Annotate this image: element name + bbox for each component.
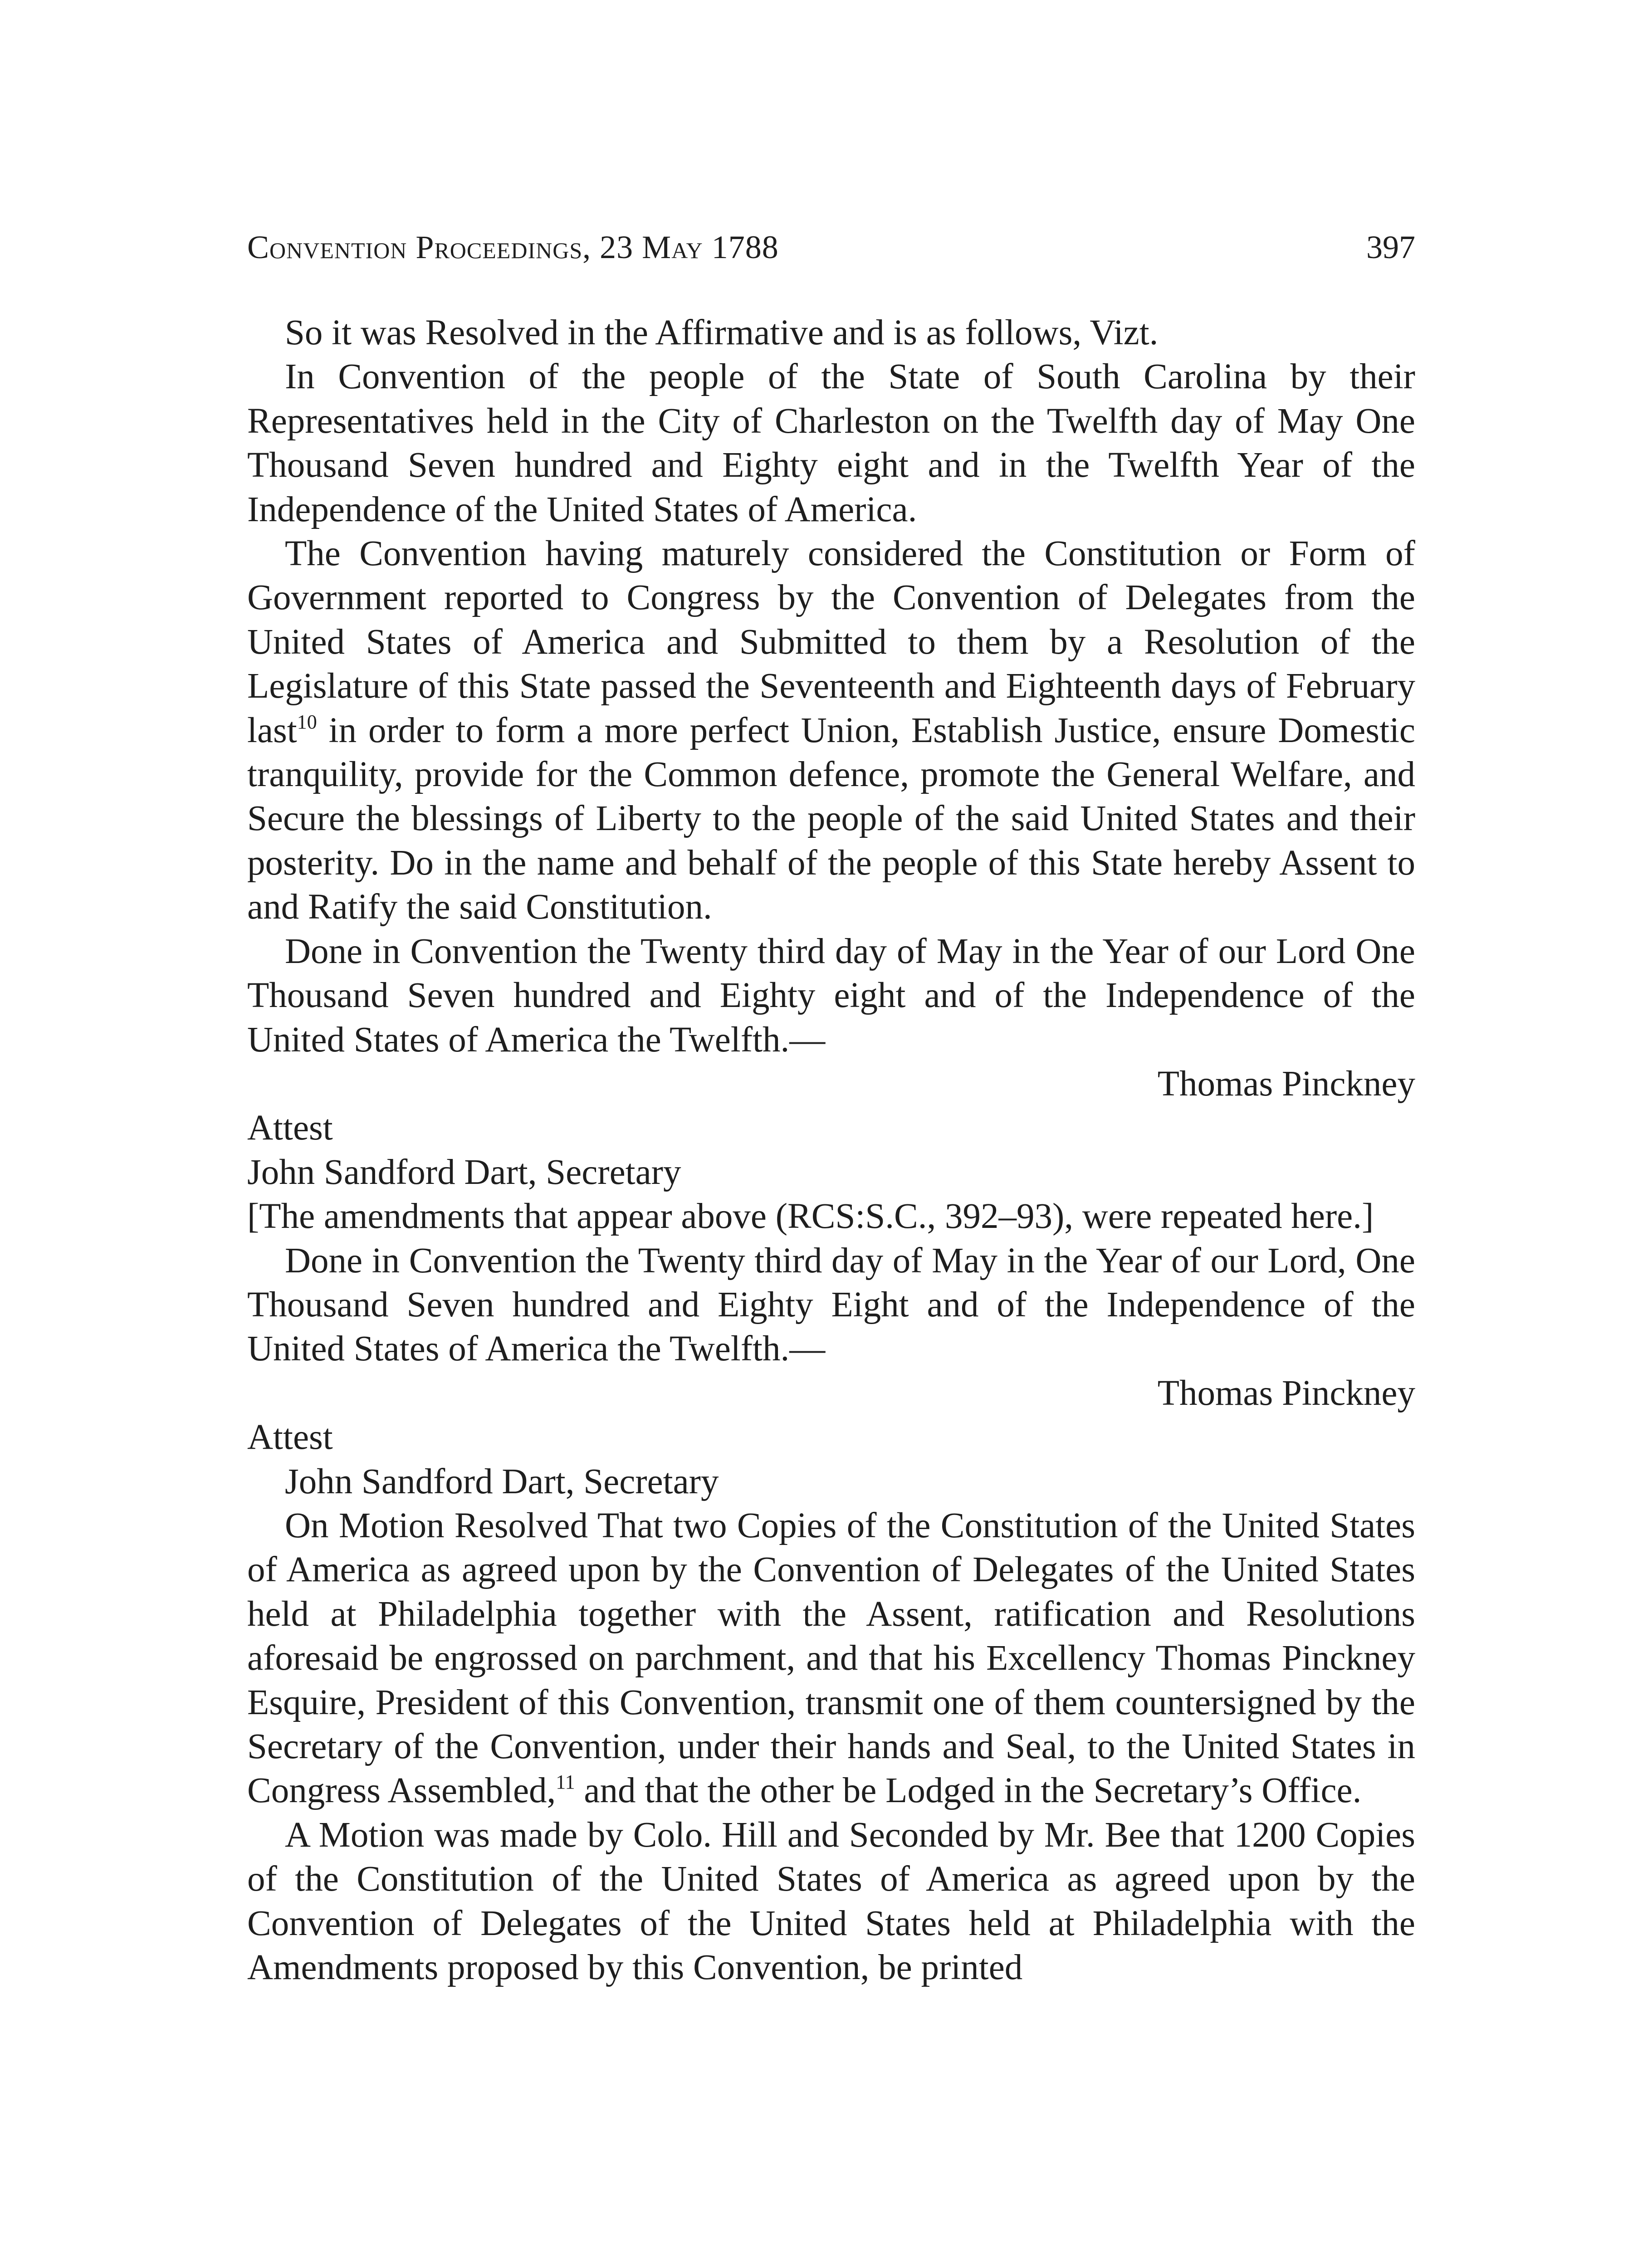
running-title: Convention Proceedings, 23 May 1788 — [247, 229, 779, 265]
page-number: 397 — [1366, 229, 1415, 265]
editorial-note: [The amendments that appear above (RCS:S.C., 392–93), were repeated here.] — [247, 1197, 1374, 1237]
done-in-convention-2: Done in Convention the Twenty third day of May in the Year of our Lord, One Thousand Seven hundred and Eighty Eight and of the Independence of the United States of America the Twelfth.— — [247, 1241, 1415, 1369]
ratification-text-part1: The Convention having maturely considered the Constitution or Form of Government reported to Congress by the Convention of Delegates from the United States of America and Submitted to them by a Resolution of the Legislature of this State passed the Seventeenth and Eighteenth days of February last — [247, 534, 1415, 750]
convention-preamble: In Convention of the people of the State of South Carolina by their Representatives held in the City of Charleston on the Twelfth day of May One Thousand Seven hundred and Eighty eight and in the Twelfth Year of the Independence of the United States of America. — [247, 357, 1415, 529]
motion-text-part1: On Motion Resolved That two Copies of the Constitution of the United States of America as agreed upon by the Convention of Delegates of the United States held at Philadelphia together with the Assent, ratification and Resolutions aforesaid be engrossed on parchment, and that his Excellency Thomas Pinckney Esquire, President of this Convention, transmit one of them countersigned by the Secretary of the Convention, under their hands and Seal, to the United States in Congress Assembled, — [247, 1505, 1415, 1811]
done-in-convention-1: Done in Convention the Twenty third day of May in the Year of our Lord One Thousand Seven hundred and Eighty eight and of the Independence of the United States of America the Twelfth.— — [247, 931, 1415, 1060]
motion-engross-copies — [247, 1504, 1415, 1813]
signature-pinckney-1: Thomas Pinckney — [1157, 1064, 1415, 1104]
motion-print-copies: A Motion was made by Colo. Hill and Seconded by Mr. Bee that 1200 Copies of the Constitution of the United States of America as agreed upon by the Convention of Delegates of the United States held at Philadelphia with the Amendments proposed by this Convention, be printed — [247, 1815, 1415, 1988]
ratification-text-part2: in order to form a more perfect Union, Establish Justice, ensure Domestic tranquility, provide for the Common defence, promote the General Welfare, and Secure the blessings of Liberty to the people of the said United States and their posterity. Do in the name and behalf of the people of this State hereby Assent to and Ratify the said Constitution. — [247, 710, 1415, 927]
attest-2: Attest — [247, 1418, 333, 1457]
footnote-ref-11: 11 — [556, 1771, 575, 1794]
secretary-1: John Sandford Dart, Secretary — [247, 1152, 681, 1192]
resolution-intro: So it was Resolved in the Affirmative and is as follows, Vizt. — [285, 313, 1159, 352]
footnote-ref-10: 10 — [297, 710, 317, 733]
body-text — [247, 311, 1415, 1989]
ratification-paragraph — [247, 532, 1415, 929]
signature-pinckney-2: Thomas Pinckney — [1157, 1373, 1415, 1413]
secretary-2: John Sandford Dart, Secretary — [285, 1461, 719, 1501]
attest-1: Attest — [247, 1108, 333, 1148]
motion-text-part2: and that the other be Lodged in the Secretary’s Office. — [575, 1771, 1362, 1811]
running-head — [247, 222, 1415, 272]
